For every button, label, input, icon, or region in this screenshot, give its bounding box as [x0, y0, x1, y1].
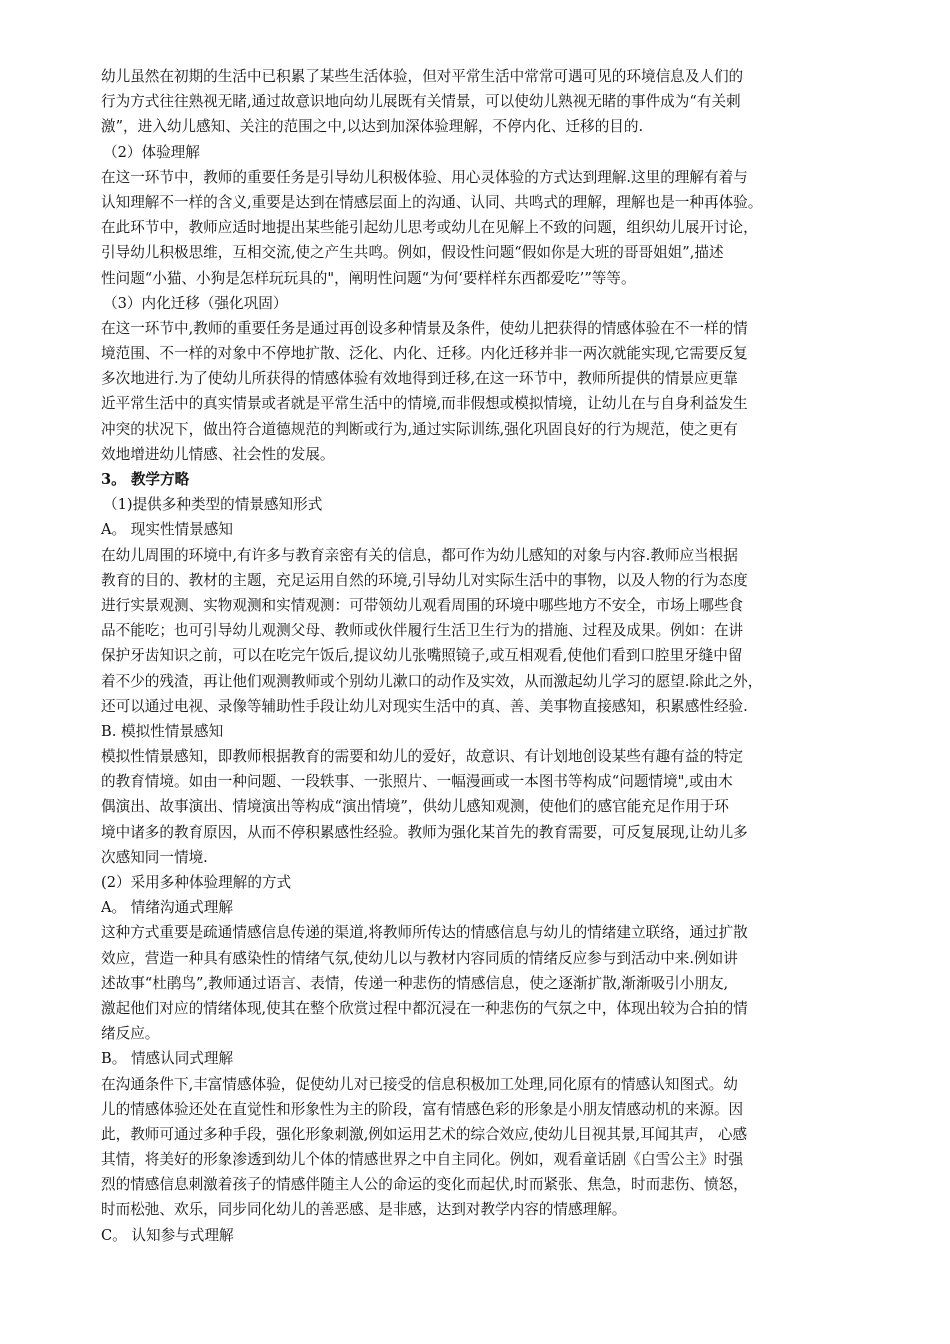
text-line: 在此环节中，教师应适时地提出某些能引起幼儿思考或幼儿在见解上不致的问题，组织幼儿展开讨论，	[101, 219, 758, 237]
text-line: 进行实景观测、实物观测和实情观测：可带领幼儿观看周围的环境中哪些地方不安全，市场上哪些食	[101, 596, 744, 614]
text-line: 述故事“杜鹃鸟”,教师通过语言、表情，传递一种悲伤的情感信息，使之逐渐扩散,渐渐吸引小朋友,	[101, 974, 729, 992]
subsection-heading: （3）内化迁移（强化巩固）	[103, 294, 288, 312]
text-line: 激”，进入幼儿感知、关注的范围之中,以达到加深体验理解，不停内化、迁移的目的.	[101, 118, 644, 136]
text-line: 教育的目的、教材的主题，充足运用自然的环境,引导幼儿对实际生活中的事物，以及人物的行为态度	[101, 571, 748, 589]
text-line: 这种方式重要是疏通情感信息传递的渠道,将教师所传达的情感信息与幼儿的情绪建立联络，通过扩散	[101, 924, 748, 942]
subsection-heading: (2）采用多种体验理解的方式	[101, 874, 292, 891]
text-line: 的教育情境。如由一种问题、一段轶事、一张照片、一幅漫画或一本图书等构成“问题情境",或由木	[101, 773, 733, 791]
item-heading: B. 模拟性情景感知	[101, 722, 224, 740]
text-line: 保护牙齿知识之前，可以在吃完午饭后,提议幼儿张嘴照镜子,或互相观看,使他们看到口腔里牙缝中留	[101, 647, 743, 665]
text-line: 着不少的残渣，再让他们观测教师或个别幼儿漱口的动作及实效，从而激起幼儿学习的愿望.除此之外，	[101, 672, 763, 690]
text-line: 绪反应。	[101, 1025, 160, 1043]
text-line: 在这一环节中,教师的重要任务是通过再创设多种情景及条件，使幼儿把获得的情感体验在不一样的情	[101, 319, 748, 337]
text-line: 冲突的状况下，做出符合道德规范的判断或行为,通过实际训练,强化巩固良好的行为规范，使之更有	[101, 420, 738, 438]
item-heading: B。 情感认同式理解	[101, 1050, 234, 1068]
section-heading: 3。 教学方略	[101, 471, 190, 488]
text-line: 在幼儿周围的环境中,有许多与教育亲密有关的信息，都可作为幼儿感知的对象与内容.教师应当根据	[101, 546, 738, 564]
text-line: 其情，将美好的形象渗透到幼儿个体的情感世界之中自主同化。例如，观看童话剧《白雪公主》时强	[101, 1151, 744, 1169]
text-line: 幼儿虽然在初期的生活中已积累了某些生活体验，但对平常生活中常常可遇可见的环境信息及人们的	[101, 68, 744, 85]
text-line: 近平常生活中的真实情景或者就是平常生活中的情境,而非假想或模拟情境，让幼儿在与自身利益发生	[101, 395, 748, 413]
text-line: 此，教师可通过多种手段，强化形象刺激,例如运用艺术的综合效应,使幼儿目视其景,耳闻其声， 心感	[101, 1125, 748, 1143]
text-line: 偶演出、故事演出、情境演出等构成“演出情境”，供幼儿感知观测，使他们的感官能充足作用于环	[101, 798, 729, 816]
subsection-heading: （2）体验理解	[103, 143, 200, 161]
text-line: 激起他们对应的情绪体现,使其在整个欣赏过程中都沉浸在一种悲伤的气氛之中，体现出较为合拍的情	[101, 999, 748, 1017]
text-line: 认知理解不一样的含义,重要是达到在情感层面上的沟通、认同、共鸣式的理解，理解也是一种再体验。	[101, 193, 763, 211]
text-line: 在这一环节中，教师的重要任务是引导幼儿积极体验、用心灵体验的方式达到理解.这里的理解有着与	[101, 168, 748, 186]
text-line: 儿的情感体验还处在直觉性和形象性为主的阶段，富有情感色彩的形象是小朋友情感动机的来源。因	[101, 1100, 744, 1118]
text-line: 模拟性情景感知，即教师根据教育的需要和幼儿的爱好，故意识、有计划地创设某些有趣有益的特定	[101, 748, 744, 766]
text-line: 境范围、不一样的对象中不停地扩散、泛化、内化、迁移。内化迁移并非一两次就能实现,它需要反复	[101, 345, 748, 363]
item-heading: C。 认知参与式理解	[101, 1226, 234, 1244]
text-line: 烈的情感信息刺激着孩子的情感伴随主人公的命运的变化而起伏,时而紧张、焦急，时而悲伤、愤怒，	[101, 1176, 748, 1194]
text-line: 效地增进幼儿情感、社会性的发展。	[101, 445, 335, 463]
text-line: 在沟通条件下,丰富情感体验，促使幼儿对已接受的信息积极加工处理,同化原有的情感认知图式。幼	[101, 1075, 738, 1093]
item-heading: A。 情绪沟通式理解	[101, 899, 233, 917]
subsection-heading: （1)提供多种类型的情景感知形式	[103, 496, 323, 514]
text-line: 性问题“小猫、小狗是怎样玩玩具的"，阐明性问题“为何‘要样样东西都爱吃’”等等。	[101, 269, 636, 287]
text-line: 行为方式往往熟视无睹,通过故意识地向幼儿展既有关情景，可以使幼儿熟视无睹的事件成为“有关刺	[101, 93, 741, 111]
text-line: 引导幼儿积极思维，互相交流,使之产生共鸣。例如，假设性问题“假如你是大班的哥哥姐姐”,描述	[101, 244, 724, 262]
text-line: 境中诸多的教育原因，从而不停积累感性经验。教师为强化某首先的教育需要，可反复展现,让幼儿多	[101, 823, 748, 841]
item-heading: A。 现实性情景感知	[101, 521, 233, 539]
document-page	[101, 64, 853, 1248]
text-line: 次感知同一情境.	[101, 848, 208, 866]
text-line: 时而松弛、欢乐，同步同化幼儿的善恶感、是非感，达到对教学内容的情感理解。	[101, 1201, 627, 1219]
text-line: 效应，营造一种具有感染性的情绪气氛,使幼儿以与教材内容同质的情绪反应参与到活动中来.例如讲	[101, 949, 738, 967]
text-line: 品不能吃；也可引导幼儿观测父母、教师或伙伴履行生活卫生行为的措施、过程及成果。例如：在讲	[101, 622, 744, 640]
text-line: 多次地进行.为了使幼儿所获得的情感体验有效地得到迁移,在这一环节中，教师所提供的情景应更靠	[101, 370, 738, 388]
text-line: 还可以通过电视、录像等辅助性手段让幼儿对现实生活中的真、善、美事物直接感知，积累感性经验.	[101, 697, 748, 715]
